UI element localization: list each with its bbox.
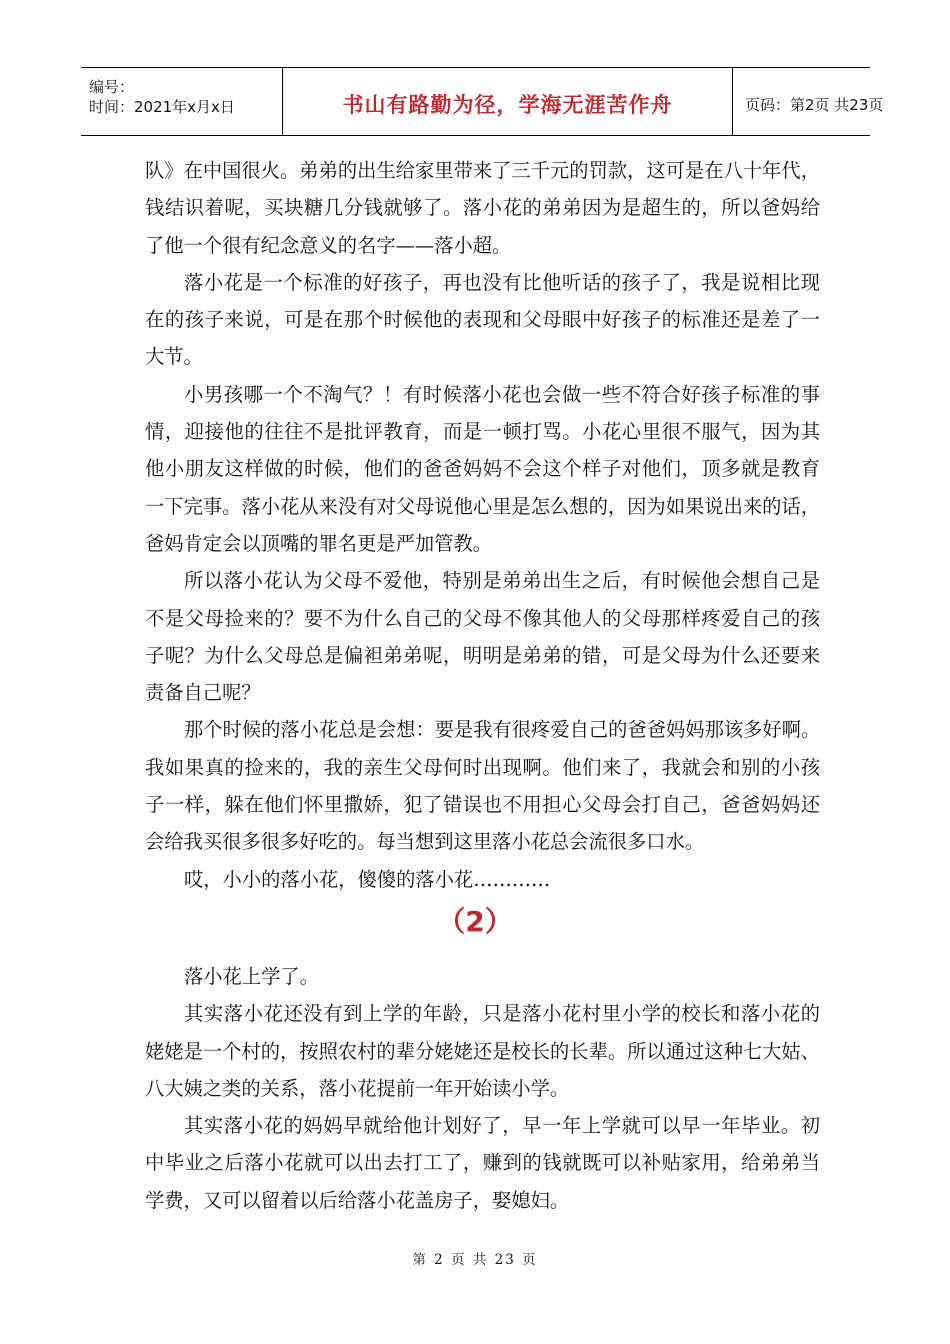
body-text-part2: [145, 958, 820, 1219]
text-line: 了他一个很有纪念意义的名字——落小超。: [145, 233, 512, 257]
text-line: 其实落小花的妈妈早就给他计划好了，早一年上学就可以早一年毕业。初: [184, 1114, 820, 1138]
page-info: 页码：第2页 共23页: [745, 96, 884, 114]
header-table: [81, 67, 884, 136]
text-line: 大节。: [145, 345, 203, 369]
text-line: 哎，小小的落小花，傻傻的落小花…………: [184, 867, 551, 891]
number-label: 编号：: [89, 78, 135, 96]
text-line: 落小花上学了。: [184, 965, 319, 988]
text-line: 中毕业之后落小花就可以出去打工了，赚到的钱就既可以补贴家用，给弟弟当: [145, 1151, 820, 1175]
text-line: 其实落小花还没有到上学的年龄，只是落小花村里小学的校长和落小花的: [184, 1002, 820, 1026]
text-line: 姥姥是一个村的，按照农村的辈分姥姥还是校长的长辈。所以通过这种七大姑、: [145, 1039, 820, 1063]
header-page-cell: [733, 68, 884, 135]
text-line: 落小花是一个标准的好孩子，再也没有比他听话的孩子了，我是说相比现: [184, 270, 820, 294]
text-line: 爸妈肯定会以顶嘴的罪名更是严加管教。: [145, 531, 493, 555]
body-text-part1: [145, 152, 820, 898]
text-line: 那个时候的落小花总是会想：要是我有很疼爱自己的爸爸妈妈那该多好啊。: [184, 718, 821, 742]
text-line: 情，迎接他的往往不是批评教育，而是一顿打骂。小花心里很不服气，因为其: [145, 420, 820, 444]
text-line: 学费，又可以留着以后给落小花盖房子，娶媳妇。: [145, 1188, 570, 1212]
header-left-cell: [81, 68, 283, 135]
text-line: 他小朋友这样做的时候，他们的爸爸妈妈不会这个样子对他们，顶多就是教育: [145, 457, 820, 481]
text-line: 子呢？为什么父母总是偏袒弟弟呢，明明是弟弟的错，可是父母为什么还要来: [145, 643, 820, 667]
text-line: 我如果真的捡来的，我的亲生父母何时出现啊。他们来了，我就会和别的小孩: [145, 755, 820, 779]
text-line: 所以落小花认为父母不爱他，特别是弟弟出生之后，有时候他会想自己是: [184, 569, 820, 593]
section-heading: （2）: [437, 905, 513, 938]
text-line: 不是父母捡来的？要不为什么自己的父母不像其他人的父母那样疼爱自己的孩: [145, 606, 820, 630]
text-line: 钱结识着呢，买块糖几分钱就够了。落小花的弟弟因为是超生的，所以爸妈给: [145, 196, 820, 220]
page-footer: 第 2 页 共 23 页: [412, 1252, 538, 1268]
text-line: 在的孩子来说，可是在那个时候他的表现和父母眼中好孩子的标准还是差了一: [145, 308, 820, 332]
text-line: 小男孩哪一个不淘气？！有时候落小花也会做一些不符合好孩子标准的事: [184, 382, 820, 406]
text-line: 一下完事。落小花从来没有对父母说他心里是怎么想的，因为如果说出来的话，: [145, 494, 820, 518]
text-line: 会给我买很多很多好吃的。每当想到这里落小花总会流很多口水。: [145, 830, 705, 854]
text-line: 责备自己呢？: [145, 681, 261, 705]
motto: 书山有路勤为径，学海无涯苦作舟: [342, 93, 673, 117]
text-line: 子一样，躲在他们怀里撒娇，犯了错误也不用担心父母会打自己，爸爸妈妈还: [145, 793, 820, 817]
header-motto-cell: [283, 68, 733, 135]
text-line: 八大姨之类的关系，落小花提前一年开始读小学。: [145, 1076, 570, 1100]
time-label: 时间：2021年x月x日: [89, 98, 235, 116]
text-line: 队》在中国很火。弟弟的出生给家里带来了三千元的罚款，这可是在八十年代，: [145, 159, 820, 182]
